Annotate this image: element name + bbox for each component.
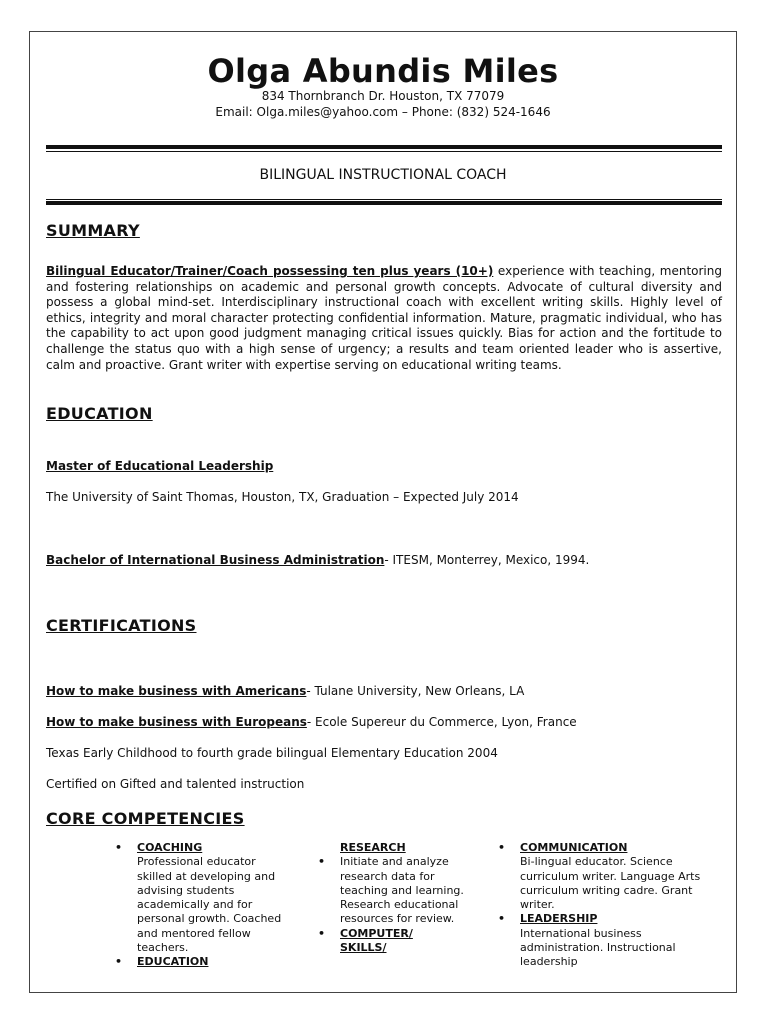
job-title: BILINGUAL INSTRUCTIONAL COACH <box>259 167 507 183</box>
competency-item <box>318 855 465 926</box>
bachelor-detail: - ITESM, Monterrey, Mexico, 1994. <box>384 553 590 567</box>
bottom-rule-thin <box>46 199 722 200</box>
competency-item <box>498 912 710 969</box>
candidate-name: Olga Abundis Miles <box>207 52 559 90</box>
certification-plain: Certified on Gifted and talented instruction <box>46 777 305 791</box>
bullet: • <box>115 841 123 854</box>
certifications-heading: CERTIFICATIONS <box>46 616 197 635</box>
competency-text: Initiate and analyze research data for teaching and learning. Research educational resources for review. <box>340 855 464 926</box>
bullet: • <box>498 841 506 854</box>
address: 834 Thornbranch Dr. Houston, TX 77079 <box>261 89 505 103</box>
bottom-rule-thick <box>46 201 722 205</box>
bullet: • <box>498 912 506 926</box>
competency-item <box>115 841 282 955</box>
certification-detail: - Tulane University, New Orleans, LA <box>306 684 525 698</box>
competency-label: COMMUNICATION <box>520 841 628 854</box>
competency-column-1 <box>115 841 282 970</box>
competency-label: COACHING <box>137 841 203 854</box>
competencies-heading: CORE COMPETENCIES <box>46 809 245 828</box>
competency-item <box>340 841 465 855</box>
certification-plain: Texas Early Childhood to fourth grade bilingual Elementary Education 2004 <box>46 746 498 760</box>
competency-column-2 <box>318 841 465 955</box>
masters-label: Master of Educational Leadership <box>46 459 274 473</box>
summary-heading: SUMMARY <box>46 221 140 240</box>
bachelor-degree <box>46 553 589 567</box>
certification-label: How to make business with Americans <box>46 684 307 698</box>
bullet: • <box>318 855 326 869</box>
masters-degree <box>46 459 273 473</box>
bullet: • <box>115 955 123 969</box>
competency-column-3 <box>498 841 710 970</box>
competency-item <box>115 955 282 969</box>
competency-label: SKILLS/ <box>340 941 387 955</box>
top-rule-thick <box>46 145 722 149</box>
competency-label: RESEARCH <box>340 841 406 854</box>
competency-text: International business administration. Instructional leadership <box>520 926 676 969</box>
competency-item <box>318 926 465 941</box>
competency-label: LEADERSHIP <box>520 912 598 926</box>
resume-page <box>29 31 737 993</box>
certification-detail: - Ecole Supereur du Commerce, Lyon, France <box>306 715 577 729</box>
bullet: • <box>318 926 326 940</box>
bachelor-label: Bachelor of International Business Administration <box>46 553 385 567</box>
summary-lead: Bilingual Educator/Trainer/Coach possessing ten plus years (10+) <box>46 264 494 278</box>
competency-text: Bi-lingual educator. Science curriculum writer. Language Arts curriculum writing cadre. Grant writer. <box>520 855 701 912</box>
competency-item <box>498 841 710 912</box>
top-rule-thin <box>46 151 722 152</box>
masters-detail: The University of Saint Thomas, Houston, TX, Graduation – Expected July 2014 <box>46 490 519 504</box>
certification-item <box>46 715 577 729</box>
summary-body: experience with teaching, mentoring and fostering relationships on academic and personal growth concepts. Advocate of cultural diversity and possess a global mind-set. Interdisciplinary instructional coach with excellent writing skills. Highly level of ethics, integrity and moral character protecting confidential information. Mature, pragmatic individual, who has the capability to act upon good judgment managing critical issues quickly. Bias for action and the fortitude to challenge the status quo with a high sense of urgency; a results and team oriented leader who is assertive, calm and proactive. Grant writer with expertise serving on educational writing teams. <box>46 264 722 372</box>
contact-line: Email: Olga.miles@yahoo.com – Phone: (832) 524-1646 <box>215 105 551 119</box>
education-heading: EDUCATION <box>46 404 153 423</box>
competency-item <box>340 941 465 955</box>
competency-label: EDUCATION <box>137 955 209 969</box>
certification-label: How to make business with Europeans <box>46 715 307 729</box>
competency-text: Professional educator skilled at developing and advising students academically and for personal growth. Coached and mentored fellow teachers. <box>137 855 282 955</box>
competency-label: COMPUTER/ <box>340 926 413 940</box>
summary-paragraph <box>46 264 722 373</box>
certification-item <box>46 684 524 698</box>
